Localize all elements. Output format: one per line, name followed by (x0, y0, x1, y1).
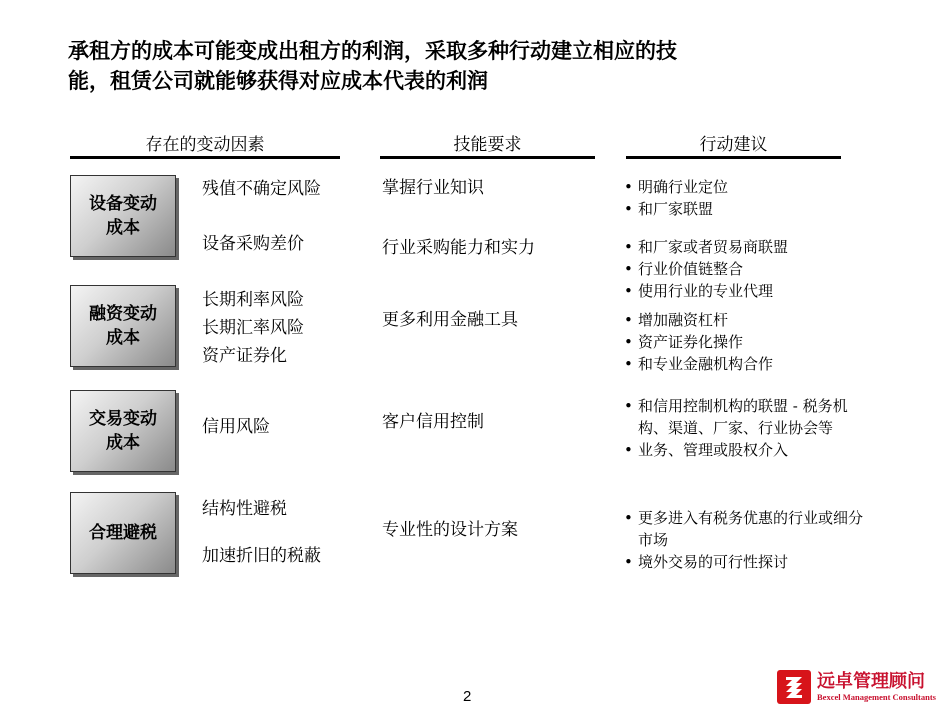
column-header-skills: 技能要求 (453, 135, 522, 155)
title-line-2: 能，租赁公司就能够获得对应成本代表的利润 (68, 69, 488, 93)
page-number: 2 (463, 688, 472, 705)
action-item: • 使用行业的专业代理 (624, 280, 874, 302)
factor-item: 长期利率风险 (202, 290, 304, 310)
action-item: • 和专业金融机构合作 (624, 353, 874, 375)
action-item: • 明确行业定位 (624, 176, 874, 198)
factor-item: 长期汇率风险 (202, 318, 304, 338)
factor-item: 加速折旧的税蔽 (202, 546, 321, 566)
action-item: • 资产证券化操作 (624, 331, 874, 353)
action-item: • 增加融资杠杆 (624, 309, 874, 331)
logo-name: 远卓管理顾问 (817, 671, 925, 692)
action-item: • 和信用控制机构的联盟 - 税务机构、渠道、厂家、行业协会等 (624, 395, 869, 439)
action-list-procurement (624, 236, 874, 302)
factor-item: 信用风险 (202, 417, 270, 437)
action-item: • 更多进入有税务优惠的行业或细分市场 (624, 507, 869, 551)
category-equipment-cost: 设备变动 成本 (70, 175, 176, 257)
title-line-1: 承租方的成本可能变成出租方的利润，采取多种行动建立相应的技 (68, 39, 677, 63)
action-item: • 行业价值链整合 (624, 258, 874, 280)
skill-item: 专业性的设计方案 (382, 520, 518, 540)
skill-item: 掌握行业知识 (382, 178, 484, 198)
action-list-financing (624, 309, 874, 375)
action-item: • 境外交易的可行性探讨 (624, 551, 869, 573)
action-list-equipment (624, 176, 874, 220)
skill-item: 行业采购能力和实力 (382, 238, 535, 258)
action-list-transaction (624, 395, 869, 461)
column-header-actions: 行动建议 (699, 135, 768, 155)
company-logo (777, 667, 947, 707)
factor-item: 结构性避税 (202, 499, 287, 519)
factor-item: 设备采购差价 (202, 234, 304, 254)
column-rule-actions (626, 156, 841, 159)
column-header-factors: 存在的变动因素 (145, 135, 265, 155)
action-item: • 和厂家或者贸易商联盟 (624, 236, 874, 258)
factor-item: 残值不确定风险 (202, 179, 321, 199)
action-item: • 业务、管理或股权介入 (624, 439, 869, 461)
factor-item: 资产证券化 (202, 346, 287, 366)
logo-mark-icon (777, 670, 811, 704)
category-transaction-cost: 交易变动 成本 (70, 390, 176, 472)
logo-subtitle: Bexcel Management Consultants (817, 692, 936, 702)
page-title (68, 36, 868, 96)
category-tax-avoidance: 合理避税 (70, 492, 176, 574)
category-financing-cost: 融资变动 成本 (70, 285, 176, 367)
action-list-tax (624, 507, 869, 573)
column-rule-factors (70, 156, 340, 159)
action-item: • 和厂家联盟 (624, 198, 874, 220)
skill-item: 客户信用控制 (382, 412, 484, 432)
skill-item: 更多利用金融工具 (382, 310, 518, 330)
column-rule-skills (380, 156, 595, 159)
